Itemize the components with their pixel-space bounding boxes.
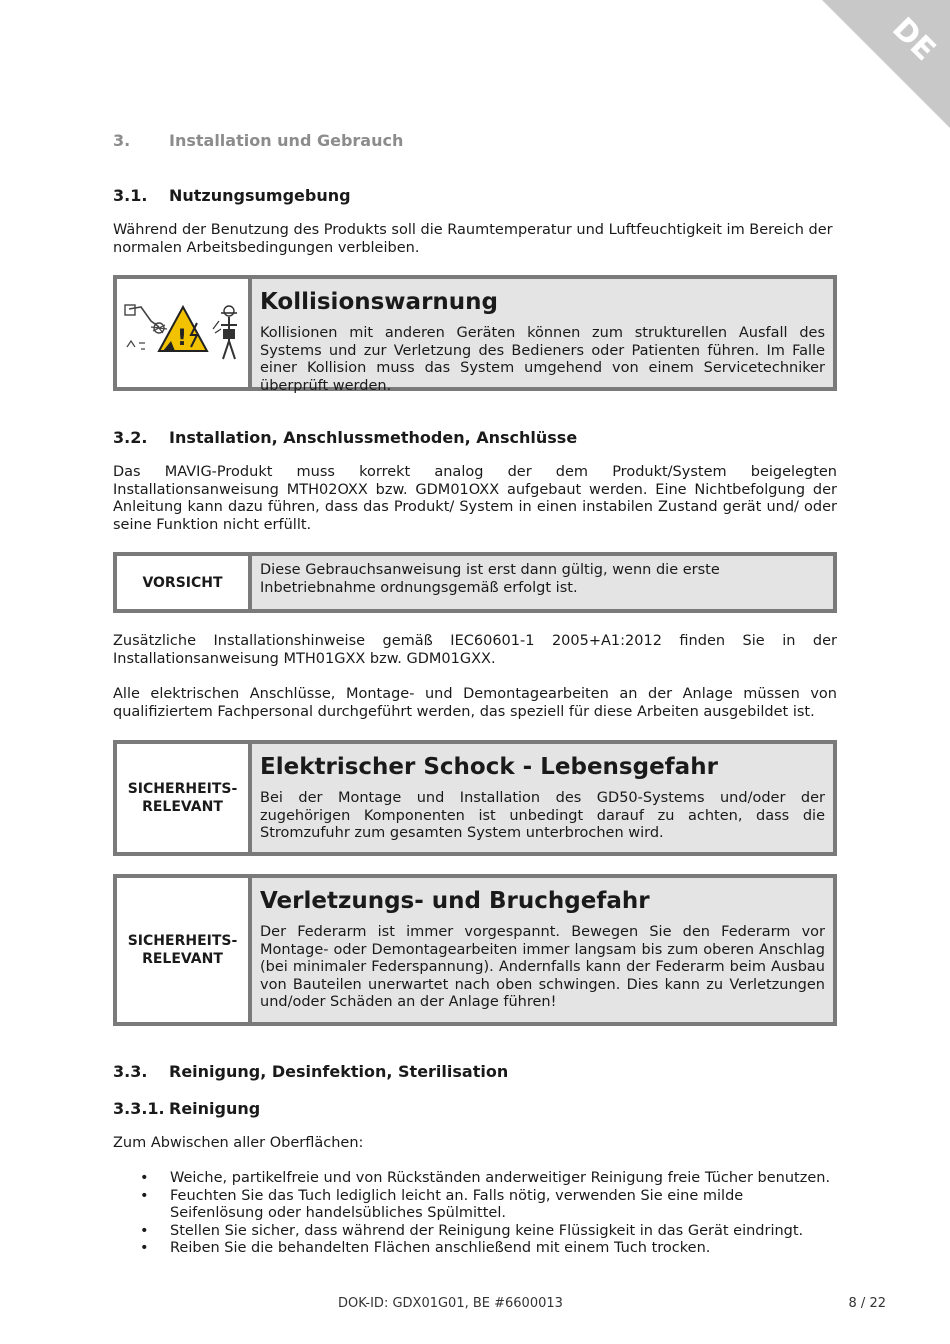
section-number: 3.1.: [113, 186, 148, 205]
cleaning-list: [113, 1170, 837, 1258]
list-item: • Weiche, partikelfreie und von Rückständen anderweitiger Reinigung freie Tücher benutzen.: [113, 1170, 837, 1188]
injury-hazard-title: Verletzungs- und Bruchgefahr: [260, 888, 650, 914]
safety-relevant-label: [117, 878, 248, 1022]
electric-shock-text: Bei der Montage und Installation des GD50-Systems und/oder der zugehörigen Komponenten ist unbedingt darauf zu achten, dass die Stromzufuhr zum gesamten System unterbrochen wird.: [260, 790, 825, 842]
paragraph-iec: Zusätzliche Installationshinweise gemäß IEC60601-1 2005+A1:2012 finden Sie in der Installationsanweisung MTH01GXX bzw. GDM01GXX.: [113, 633, 837, 667]
paragraph-electrical: Alle elektrischen Anschlüsse, Montage- und Demontagearbeiten an der Anlage müssen von qualifiziertem Fachpersonal durchgeführt werden, das speziell für diese Arbeiten ausgebildet ist.: [113, 686, 837, 720]
section-number: 3.: [113, 131, 131, 150]
footer-page-number: 8 / 22: [848, 1296, 886, 1311]
label-line: RELEVANT: [142, 799, 223, 815]
paragraph-environment: Während der Benutzung des Produkts soll die Raumtemperatur und Luftfeuchtigkeit im Bereich der normalen Arbeitsbedingungen verbleiben.: [113, 222, 833, 256]
list-item: • Stellen Sie sicher, dass während der Reinigung keine Flüssigkeit in das Gerät eindringt.: [113, 1223, 837, 1241]
svg-text:!: !: [176, 326, 187, 351]
electric-shock-title: Elektrischer Schock - Lebensgefahr: [260, 754, 718, 780]
section-3-3-heading: [113, 1062, 508, 1081]
section-3-3-1-heading: [113, 1099, 260, 1118]
label-line: SICHERHEITS-: [127, 781, 238, 797]
list-item: • Feuchten Sie das Tuch lediglich leicht an. Falls nötig, verwenden Sie eine milde Seifenlösung oder handelsübliches Spülmittel.: [113, 1188, 837, 1223]
injury-hazard-text: Der Federarm ist immer vorgespannt. Bewegen Sie den Federarm vor Montage- oder Demontagearbeiten immer langsam bis zum oberen Anschlag (bei minimaler Federspannung). Andernfalls kann der Federarm beim Ausbau von Bauteilen unerwartet nach oben schwingen. Dies kann zu Verletzungen und/oder Schäden an der Anlage führen!: [260, 924, 825, 1011]
section-3-heading: [113, 131, 403, 150]
safety-relevant-label: [117, 744, 248, 852]
section-number: 3.3.1.: [113, 1099, 165, 1118]
caution-label: VORSICHT: [117, 556, 248, 609]
injury-hazard-box: [113, 874, 837, 1026]
collision-warning-text: Kollisionen mit anderen Geräten können zum strukturellen Ausfall des Systems und zur Verletzung des Bedieners oder Patienten führen. Im Falle einer Kollision muss das System umgehend von einem Servicetechniker überprüft werden.: [260, 325, 825, 394]
caution-box: [113, 552, 837, 613]
list-item: • Reiben Sie die behandelten Flächen anschließend mit einem Tuch trocken.: [113, 1240, 837, 1258]
language-label: DE: [884, 11, 942, 68]
section-3-1-heading: [113, 186, 351, 205]
caution-text: Diese Gebrauchsanweisung ist erst dann gültig, wenn die erste Inbetriebnahme ordnungsgemäß erfolgt ist.: [260, 562, 720, 596]
collision-warning-title: Kollisionswarnung: [260, 289, 499, 315]
label-line: SICHERHEITS-: [127, 933, 238, 949]
footer-doc-id: DOK-ID: GDX01G01, BE #6600013: [338, 1296, 563, 1311]
paragraph-cleaning-intro: Zum Abwischen aller Oberflächen:: [113, 1135, 364, 1151]
collision-warning-icon: [117, 279, 248, 387]
section-3-2-heading: [113, 428, 577, 447]
paragraph-installation: Das MAVIG-Produkt muss korrekt analog der dem Produkt/System beigelegten Installationsanweisung MTH02OXX bzw. GDM01OXX aufgebaut werden. Eine Nichtbefolgung der Anleitung kann dazu führen, dass das Produkt/ System in einen instabilen Zustand gerät und/ oder seine Funktion nicht erfüllt.: [113, 464, 837, 533]
collision-warning-box: [113, 275, 837, 394]
section-number: 3.3.: [113, 1062, 148, 1081]
section-title: Reinigung, Desinfektion, Sterilisation: [169, 1062, 509, 1081]
language-corner-tab: [822, 0, 950, 128]
section-title: Installation, Anschlussmethoden, Anschlüsse: [169, 428, 578, 447]
section-title: Nutzungsumgebung: [169, 186, 351, 205]
section-number: 3.2.: [113, 428, 148, 447]
section-title: Installation und Gebrauch: [169, 131, 404, 150]
label-line: RELEVANT: [142, 951, 223, 967]
section-title: Reinigung: [169, 1099, 261, 1118]
electric-shock-box: [113, 740, 837, 856]
